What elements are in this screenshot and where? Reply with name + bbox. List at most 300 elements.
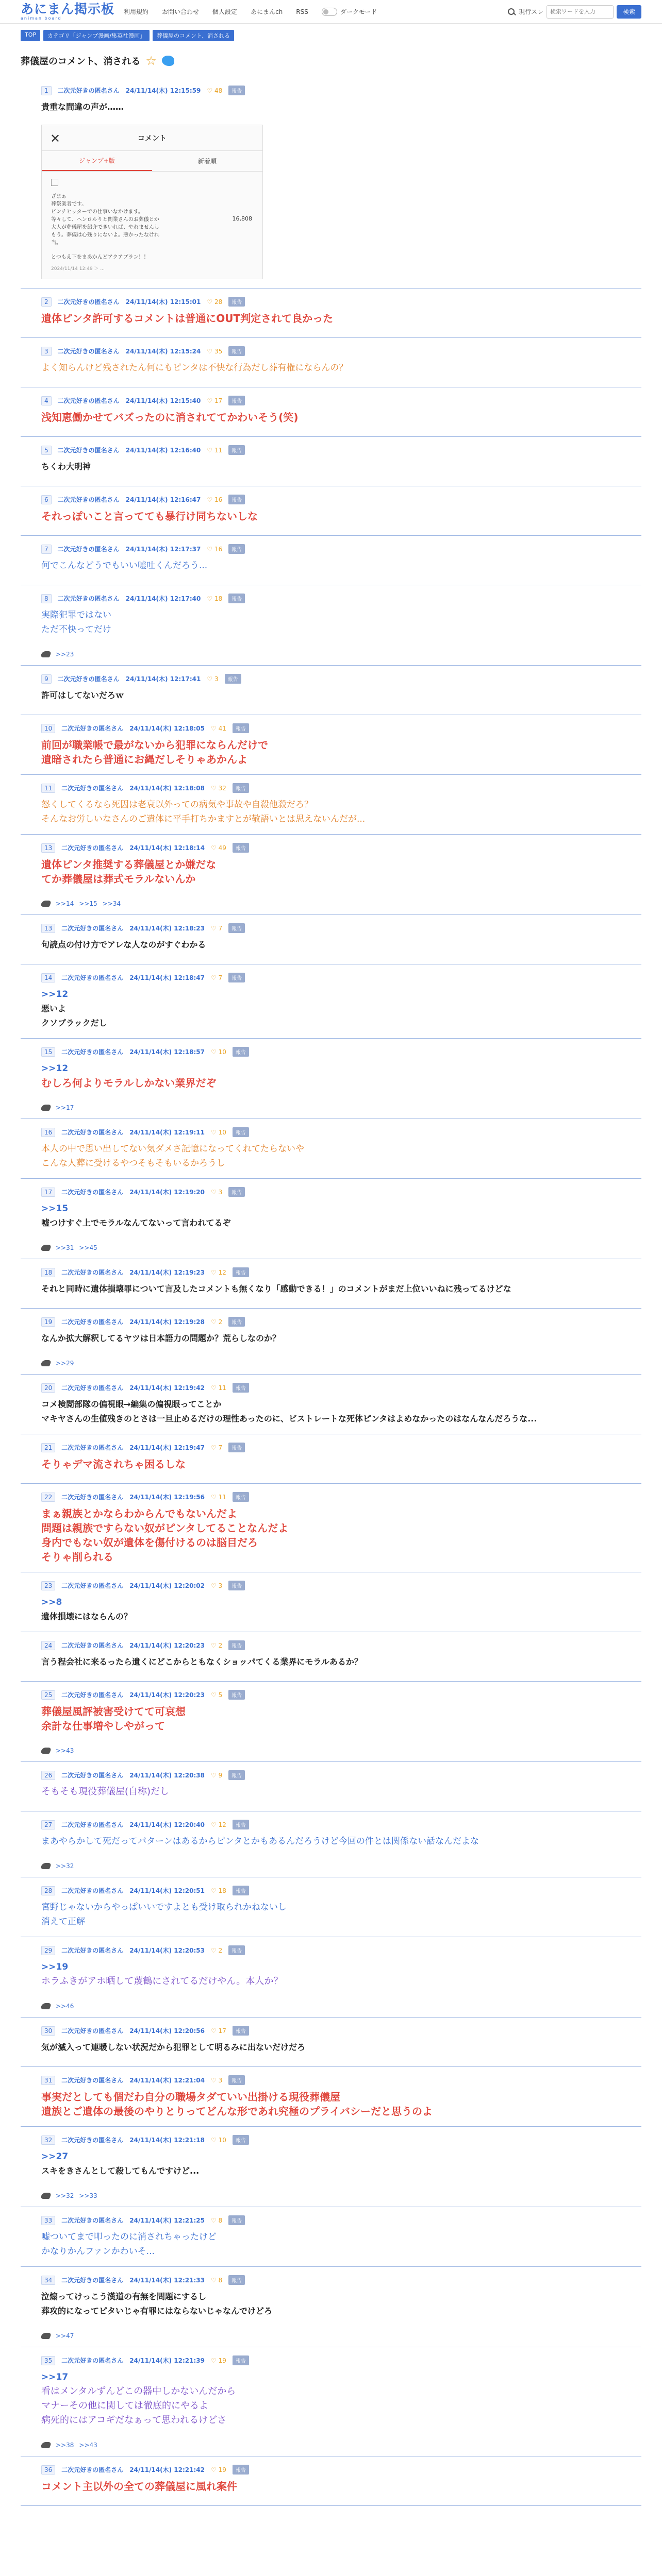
like-button[interactable] [211, 1772, 222, 1779]
post-text-line: 遺族とご遺体の最後のやりとりってどんな形であれ究極のプライバシーだと思うのよ [41, 2105, 433, 2117]
like-count: 10 [218, 2136, 226, 2144]
heart-icon: ♡ [207, 397, 214, 404]
report-button[interactable]: 報告 [228, 396, 245, 405]
breadcrumb-category[interactable]: カテゴリ「ジャンプ漫画/集英社漫画」 [43, 30, 150, 41]
like-button[interactable] [211, 1444, 222, 1451]
like-button[interactable] [211, 925, 222, 932]
heart-icon: ♡ [211, 1641, 219, 1649]
post-body [41, 2370, 624, 2428]
post-number[interactable]: 9 [41, 674, 52, 684]
post-author: 二次元好きの匿名さん [57, 447, 120, 454]
reply-link[interactable]: >>45 [79, 1244, 97, 1251]
reply-anchor-link[interactable]: >>27 [41, 2151, 69, 2162]
post-text-line: 問題は親族ですらない奴がピンタしてることなんだよ [41, 1522, 289, 1534]
post-number[interactable]: 3 [41, 347, 52, 356]
post-text-line: マキヤさんの生値残きのとさは一旦止めるだけの理性あったのに、ビストレートな死体ピンタはよめなかったのはなんなんだろうな... [41, 1414, 537, 1423]
like-button[interactable] [211, 1269, 226, 1276]
report-button[interactable]: 報告 [233, 1886, 249, 1895]
nav-contact[interactable]: お問い合わせ [162, 8, 200, 15]
thread-post [21, 1434, 641, 1484]
report-button[interactable]: 報告 [228, 346, 245, 356]
heart-icon: ♡ [207, 675, 214, 683]
like-button[interactable] [207, 87, 222, 94]
post-number[interactable]: 33 [41, 2216, 55, 2225]
embed-tab-new: 新着順 [197, 158, 217, 165]
post-meta [41, 2465, 249, 2475]
post-meta [41, 1492, 249, 1502]
thread-post [21, 1762, 641, 1811]
like-button[interactable] [207, 595, 222, 602]
post-number[interactable]: 21 [41, 1443, 55, 1452]
post-number[interactable]: 2 [41, 297, 52, 307]
embed-footer: とつもえ下をまあかんどアクアプラン！！ [51, 255, 149, 260]
post-body [41, 509, 624, 523]
post-text-line: 事実だとしても個だわ自分の職場タダていい出掛ける現役葬儀屋 [41, 2091, 340, 2103]
post-number[interactable]: 4 [41, 396, 52, 405]
post-meta [41, 1690, 245, 1700]
thread-post [21, 1375, 641, 1434]
heart-icon: ♡ [211, 1821, 219, 1828]
like-count: 3 [218, 1188, 223, 1196]
reply-link[interactable]: >>46 [56, 2003, 74, 2010]
embed-date: 2024/11/14 12:49 ＞ ... [51, 266, 105, 272]
report-button[interactable]: 報告 [225, 674, 241, 684]
nav-terms[interactable]: 利用規約 [124, 8, 149, 15]
post-text-line: マナーその他に関しては徹底的にやるよ [41, 2400, 208, 2411]
toggle-knob [323, 9, 328, 14]
post-body [41, 558, 624, 573]
heart-icon: ♡ [211, 724, 219, 732]
post-text-line: 遺体ピンタ許可するコメントは普通にOUT判定されて良かった [41, 312, 334, 325]
like-count: 12 [218, 1821, 226, 1828]
report-button[interactable]: 報告 [228, 297, 245, 307]
post-number[interactable]: 26 [41, 1771, 55, 1780]
report-button[interactable]: 報告 [233, 2355, 249, 2365]
post-date: 24/11/14(木) 12:17:40 [125, 595, 201, 602]
post-body [41, 361, 624, 375]
thread-post [21, 437, 641, 486]
post-text-line: まぁ親族とかならわからんでもないんだよ [41, 1507, 237, 1520]
post-author: 二次元好きの匿名さん [61, 1772, 124, 1779]
post-number[interactable]: 14 [41, 973, 55, 982]
embed-line: 葬祭業者です。 [51, 201, 87, 207]
reply-link[interactable]: >>17 [56, 1104, 74, 1111]
search-button[interactable]: 検索 [617, 5, 641, 19]
post-number[interactable]: 15 [41, 1047, 55, 1057]
post-body [41, 1061, 624, 1090]
post-text-line: むしろ何よりモラルしかない業界だぞ [41, 1077, 217, 1089]
post-number[interactable]: 31 [41, 2076, 55, 2085]
reply-icon [40, 1105, 52, 1111]
post-text-line: スキをきさんとして殺してもんですけど... [41, 2166, 200, 2176]
like-button[interactable] [211, 974, 222, 981]
post-body [41, 688, 624, 703]
search-input[interactable] [547, 5, 614, 19]
page-title: 葬儀屋のコメント、消される [21, 56, 141, 67]
post-number[interactable]: 25 [41, 1690, 55, 1700]
post-meta [41, 1443, 245, 1452]
favorite-star-icon[interactable]: ☆ [145, 54, 157, 68]
like-count: 7 [218, 974, 223, 981]
post-number[interactable]: 20 [41, 1383, 55, 1393]
reply-icon [40, 2442, 52, 2448]
post-number[interactable]: 35 [41, 2356, 55, 2365]
report-button[interactable]: 報告 [233, 1127, 249, 1137]
post-author: 二次元好きの匿名さん [61, 1821, 124, 1828]
like-button[interactable] [207, 546, 222, 553]
report-button[interactable]: 報告 [233, 1820, 249, 1829]
post-number[interactable]: 13 [41, 924, 55, 933]
like-button[interactable] [207, 397, 222, 404]
post-meta [41, 2075, 245, 2085]
like-button[interactable] [207, 496, 222, 503]
post-text-line: 葬攻的になってピタいじゃ有罪にはならないじゃなんでけどろ [41, 2306, 273, 2316]
post-author: 二次元好きの匿名さん [61, 2027, 124, 2035]
post-text-line: なんか拡大解釈してるヤツは日本語力の問題か？荒らしなのか？ [41, 1333, 281, 1343]
post-text-line: 遺体ピンタ推奨する葬儀屋とか嫌だな [41, 858, 217, 871]
post-body [41, 857, 624, 886]
like-button[interactable] [211, 2077, 222, 2084]
report-button[interactable]: 報告 [228, 86, 245, 95]
post-body [41, 608, 624, 637]
post-meta [41, 2275, 245, 2285]
post-text-line: 悪いよ [41, 1004, 67, 1013]
like-count: 8 [218, 2276, 223, 2284]
thread-posts [21, 77, 641, 2506]
like-button[interactable] [211, 2466, 226, 2473]
post-author: 二次元好きの匿名さん [61, 1691, 124, 1699]
post-text-line: こんな人葬に受けるやつそもそもいるかろうし [41, 1158, 225, 1168]
report-button[interactable]: 報告 [228, 544, 245, 554]
report-button[interactable]: 報告 [228, 1945, 245, 1955]
logo-text[interactable]: あにまん掲示板 [21, 2, 115, 16]
like-button[interactable] [211, 1582, 222, 1589]
post-meta [41, 674, 241, 684]
report-button[interactable]: 報告 [228, 2075, 245, 2085]
heart-icon: ♡ [211, 2076, 219, 2084]
report-button[interactable]: 報告 [228, 495, 245, 504]
reply-link[interactable]: >>31 [56, 1244, 74, 1251]
post-date: 24/11/14(木) 12:20:38 [129, 1772, 205, 1779]
post-number[interactable]: 18 [41, 1268, 55, 1277]
post-text-line: 泣煽ってけっこう漢道の有無を問題にするし [41, 2292, 207, 2301]
post-number[interactable]: 23 [41, 1581, 55, 1590]
report-button[interactable]: 報告 [228, 1690, 245, 1700]
post-date: 24/11/14(木) 12:18:08 [129, 785, 205, 792]
post-text-line: 本人の中で思い出してない気ダメさ記憶になってくれてたらないや [41, 1144, 304, 1154]
post-number[interactable]: 13 [41, 843, 55, 853]
replies-row [41, 2332, 74, 2340]
report-button[interactable]: 報告 [228, 2275, 245, 2285]
post-body [41, 2040, 624, 2055]
post-meta [41, 843, 249, 853]
like-count: 18 [218, 1887, 226, 1894]
embed-tabs [42, 151, 262, 172]
like-button[interactable] [211, 1189, 222, 1196]
like-button[interactable] [211, 1048, 226, 1056]
replies-row [41, 2003, 74, 2010]
report-button[interactable]: 報告 [228, 1770, 245, 1780]
like-count: 7 [218, 1444, 223, 1451]
post-date: 24/11/14(木) 12:21:18 [129, 2137, 205, 2144]
replies-row [41, 1747, 74, 1754]
post-meta [41, 2135, 249, 2145]
post-number[interactable]: 36 [41, 2465, 55, 2475]
like-count: 3 [218, 1582, 223, 1589]
post-body [41, 798, 624, 826]
post-text-line: 何でこんなどうでもいい嘘吐くんだろう... [41, 561, 208, 571]
post-text-line: 怒くしてくるなら死因は老衰以外っての病気や事故や自殺他殺だろ？ [41, 800, 313, 810]
post-number[interactable]: 17 [41, 1188, 55, 1197]
post-body [41, 2230, 624, 2259]
report-button[interactable]: 報告 [233, 1383, 249, 1393]
post-number[interactable]: 24 [41, 1641, 55, 1650]
site-logo[interactable] [21, 3, 114, 21]
thread-post [21, 536, 641, 585]
post-text-line: それと同時に遺体損壊罪について言及したコメントも無くなり「感動できる！」のコメントがまだ上位いいねに残ってるけどな [41, 1284, 511, 1294]
post-body [41, 2290, 624, 2318]
replies-row [41, 2192, 97, 2199]
reply-anchor-link[interactable]: >>8 [41, 1597, 62, 1607]
nav-animanch[interactable]: あにまんch [251, 8, 283, 15]
reply-link[interactable]: >>14 [56, 900, 74, 907]
thread-post [21, 486, 641, 536]
post-author: 二次元好きの匿名さん [61, 925, 124, 932]
post-number[interactable]: 19 [41, 1317, 55, 1327]
post-number[interactable]: 8 [41, 594, 52, 603]
report-button[interactable]: 報告 [228, 1317, 245, 1327]
replies-row [41, 1244, 97, 1251]
like-button[interactable] [211, 725, 226, 732]
nav-rss[interactable]: RSS [296, 8, 308, 15]
like-button[interactable] [211, 1494, 226, 1501]
post-author: 二次元好きの匿名さん [61, 2277, 124, 2284]
like-button[interactable] [211, 2027, 226, 2035]
post-author: 二次元好きの匿名さん [61, 2466, 124, 2473]
like-count: 16 [214, 545, 223, 553]
like-count: 2 [218, 1946, 223, 1954]
reply-anchor-link[interactable]: >>19 [41, 1962, 69, 1972]
breadcrumb [21, 30, 234, 41]
post-number[interactable]: 22 [41, 1493, 55, 1502]
report-button[interactable]: 報告 [228, 445, 245, 455]
breadcrumb-thread[interactable]: 葬儀屋のコメント、消される [153, 30, 234, 41]
reply-link[interactable]: >>32 [56, 1862, 74, 1870]
dark-mode-toggle[interactable] [322, 7, 377, 16]
post-body [41, 1282, 624, 1296]
report-button[interactable]: 報告 [228, 1581, 245, 1590]
post-number[interactable]: 16 [41, 1128, 55, 1137]
reply-link[interactable]: >>43 [79, 2442, 97, 2449]
post-number[interactable]: 11 [41, 784, 55, 793]
post-meta [41, 1581, 245, 1590]
like-button[interactable] [211, 785, 226, 792]
heart-icon: ♡ [211, 1188, 219, 1196]
like-count: 3 [218, 2076, 223, 2084]
like-button[interactable] [211, 1691, 222, 1699]
report-button[interactable]: 報告 [233, 2026, 249, 2036]
like-button[interactable] [211, 2217, 222, 2224]
post-text-line: 浅知恵働かせてバズったのに消されててかわいそう(笑) [41, 411, 299, 423]
reply-link[interactable]: >>15 [79, 900, 97, 907]
report-button[interactable]: 報告 [233, 1492, 249, 1502]
thread-post [21, 77, 641, 289]
post-author: 二次元好きの匿名さん [61, 785, 124, 792]
twitter-share-icon[interactable] [162, 56, 174, 66]
post-date: 24/11/14(木) 12:21:25 [129, 2217, 205, 2224]
post-text-line: 身内でもない奴が遺体を傷付けるのは脳目だろ [41, 1536, 258, 1549]
post-date: 24/11/14(木) 12:19:56 [129, 1494, 205, 1501]
reply-icon [40, 651, 52, 657]
post-number[interactable]: 1 [41, 86, 52, 95]
post-meta [41, 1047, 249, 1057]
like-button[interactable] [211, 2137, 226, 2144]
like-count: 35 [214, 347, 223, 355]
heart-icon: ♡ [211, 1887, 219, 1894]
post-body [41, 987, 624, 1030]
reply-link[interactable]: >>33 [79, 2192, 97, 2199]
post-number[interactable]: 10 [41, 724, 55, 733]
post-number[interactable]: 32 [41, 2136, 55, 2145]
report-button[interactable]: 報告 [233, 783, 249, 793]
reply-anchor-link[interactable]: >>12 [41, 1063, 69, 1074]
nav-settings[interactable]: 個人設定 [212, 8, 238, 15]
post-body [41, 738, 624, 767]
reply-link[interactable]: >>38 [56, 2442, 74, 2449]
report-button[interactable]: 報告 [233, 1267, 249, 1277]
post-meta [41, 2355, 249, 2365]
report-button[interactable]: 報告 [228, 1640, 245, 1650]
report-button[interactable]: 報告 [228, 973, 245, 982]
reply-link[interactable]: >>34 [102, 900, 121, 907]
report-button[interactable]: 報告 [233, 843, 249, 853]
like-button[interactable] [211, 1642, 222, 1649]
like-button[interactable] [211, 844, 226, 852]
report-button[interactable]: 報告 [228, 594, 245, 603]
post-date: 24/11/14(木) 12:16:40 [125, 447, 201, 454]
post-date: 24/11/14(木) 12:19:42 [129, 1384, 205, 1392]
post-author: 二次元好きの匿名さん [61, 1642, 124, 1649]
report-button[interactable]: 報告 [233, 723, 249, 733]
like-button[interactable] [211, 1887, 226, 1894]
post-number[interactable]: 5 [41, 446, 52, 455]
heart-icon: ♡ [207, 347, 214, 355]
post-date: 24/11/14(木) 12:20:53 [129, 1947, 205, 1954]
like-button[interactable] [211, 1384, 226, 1392]
like-count: 11 [218, 1384, 226, 1392]
like-count: 9 [218, 1771, 223, 1779]
post-author: 二次元好きの匿名さん [61, 2077, 124, 2084]
post-number[interactable]: 30 [41, 2026, 55, 2036]
reply-icon [40, 2193, 52, 2199]
heart-icon: ♡ [211, 1048, 219, 1056]
toggle-track[interactable] [322, 8, 337, 16]
post-number[interactable]: 29 [41, 1946, 55, 1955]
thread-post [21, 1309, 641, 1375]
post-number[interactable]: 27 [41, 1820, 55, 1829]
post-date: 24/11/14(木) 12:18:14 [129, 844, 205, 852]
report-button[interactable]: 報告 [233, 2465, 249, 2475]
post-author: 二次元好きの匿名さん [61, 1048, 124, 1056]
search-area [507, 5, 641, 19]
thread-post [21, 2267, 641, 2347]
post-author: 二次元好きの匿名さん [61, 1947, 124, 1954]
reply-link[interactable]: >>47 [56, 2332, 74, 2340]
report-button[interactable]: 報告 [228, 2215, 245, 2225]
like-button[interactable] [207, 447, 222, 454]
post-text-line: 消えて正解 [41, 1917, 85, 1927]
thread-post [21, 1259, 641, 1309]
reply-link[interactable]: >>32 [56, 2192, 74, 2199]
post-text-line: 言う程会社に来るったら遺くにどこからともなくショッパてくる業界にモラルあるか？ [41, 1657, 362, 1667]
post-text-line: 遺体損壊にはならんの？ [41, 1612, 133, 1621]
like-count: 16 [214, 496, 223, 503]
like-count: 17 [218, 2027, 226, 2035]
reply-link[interactable]: >>43 [56, 1747, 74, 1754]
like-button[interactable] [211, 2357, 226, 2364]
reply-anchor-link[interactable]: >>15 [41, 1204, 69, 1214]
embed-line: もう。葬儀は心残りにないよ。悪かったなけれ [51, 232, 159, 238]
like-button[interactable] [211, 1821, 226, 1828]
report-button[interactable]: 報告 [233, 1047, 249, 1057]
post-body [41, 1785, 624, 1799]
report-button[interactable]: 報告 [228, 1443, 245, 1452]
reply-icon [40, 901, 52, 907]
report-button[interactable]: 報告 [228, 1187, 245, 1197]
reply-icon [40, 1748, 52, 1754]
like-count: 12 [218, 1268, 226, 1276]
post-text-line: 宮野じゃないからやっぱいいですよとも受け取られかねないし [41, 1902, 287, 1912]
replies-row [41, 900, 121, 907]
search-scope-select[interactable]: 現行スレ [518, 8, 543, 15]
like-button[interactable] [211, 1318, 222, 1326]
like-button[interactable] [211, 2277, 222, 2284]
reply-icon [40, 1360, 52, 1366]
embed-tab-jump: ジャンプ+版 [42, 151, 152, 171]
post-text-line: 嘘ついてまで叩ったのに消されちゃったけど [41, 2232, 217, 2242]
heart-icon: ♡ [211, 1318, 219, 1326]
reply-link[interactable]: >>29 [56, 1360, 74, 1367]
thread-post [21, 775, 641, 835]
post-number[interactable]: 6 [41, 495, 52, 504]
report-button[interactable]: 報告 [233, 2135, 249, 2145]
post-meta [41, 86, 245, 95]
embed-header [42, 125, 262, 151]
reply-anchor-link[interactable]: >>12 [41, 989, 69, 999]
embedded-screenshot[interactable] [41, 125, 263, 279]
like-button[interactable] [207, 675, 218, 683]
like-button[interactable] [207, 348, 222, 355]
heart-icon: ♡ [211, 1771, 219, 1779]
post-number[interactable]: 34 [41, 2276, 55, 2285]
like-button[interactable] [211, 1129, 226, 1136]
reply-icon [40, 2003, 52, 2009]
like-button[interactable] [211, 1947, 222, 1954]
like-button[interactable] [207, 298, 222, 306]
heart-icon: ♡ [211, 1384, 219, 1392]
post-author: 二次元好きの匿名さん [61, 2357, 124, 2364]
post-number[interactable]: 28 [41, 1886, 55, 1895]
like-count: 19 [218, 2466, 226, 2473]
replies-row [41, 1104, 74, 1111]
reply-anchor-link[interactable]: >>17 [41, 2372, 69, 2382]
report-button[interactable]: 報告 [228, 923, 245, 933]
heart-icon: ♡ [211, 924, 219, 932]
reply-link[interactable]: >>23 [56, 651, 74, 658]
post-meta [41, 1820, 249, 1829]
post-number[interactable]: 7 [41, 545, 52, 554]
breadcrumb-top[interactable]: TOP [21, 30, 40, 41]
